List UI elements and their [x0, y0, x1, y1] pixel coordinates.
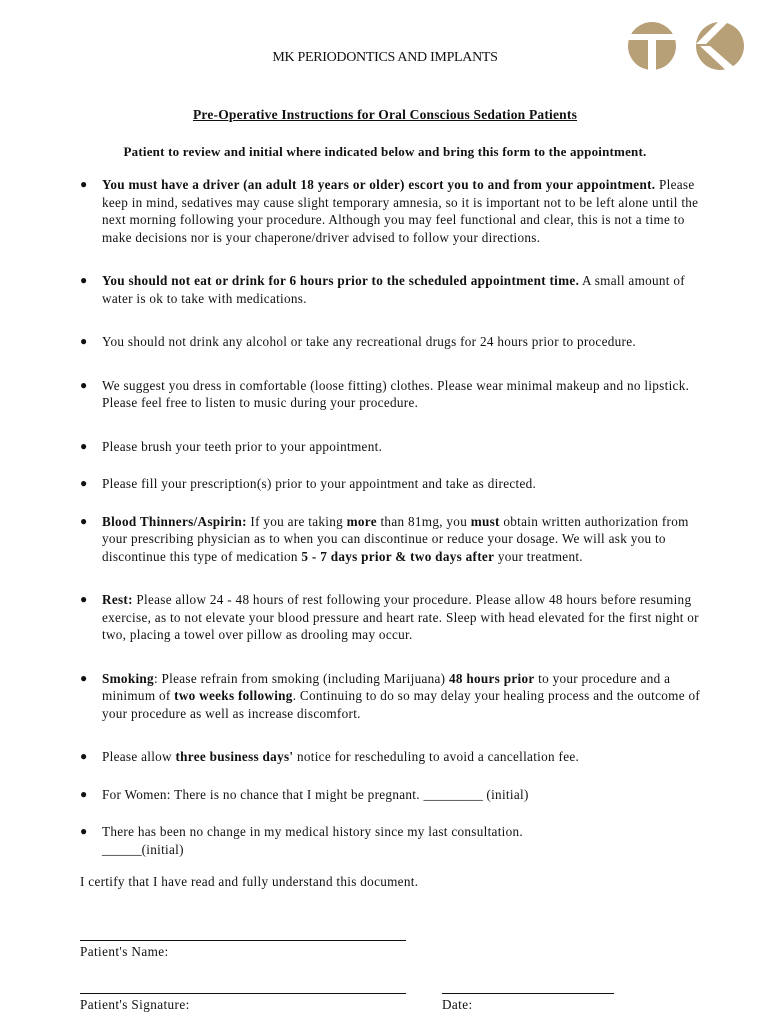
mk-monogram-logo-icon — [622, 14, 750, 76]
date-field[interactable] — [442, 993, 614, 994]
item-text: . Continuing to do so may delay your healing process and the outcome of your procedure as well as increase discomfort. — [102, 688, 701, 721]
pregnancy-initial-field[interactable]: _________ — [423, 786, 483, 802]
list-item — [80, 513, 710, 566]
bullet-icon: ● — [80, 513, 88, 528]
bullet-icon: ● — [80, 786, 88, 801]
item-text: : Please refrain from smoking (including Marijuana) — [153, 670, 449, 686]
item-text: If you are taking — [246, 513, 347, 529]
list-item — [80, 591, 710, 644]
medical-history-initial-field[interactable]: ______ — [102, 841, 142, 857]
bullet-icon: ● — [80, 177, 88, 191]
bullet-icon: ● — [80, 824, 88, 838]
date-label: Date: — [442, 997, 473, 1012]
practice-name: MK PERIODONTICS AND IMPLANTS — [272, 50, 498, 65]
item-text: Please allow 24 - 48 hours of rest following your procedure. Please allow 48 hours before resuming exercise, as to not elevate your blood pressure and heart rate. Sleep with head elevated for the first night or two, placing a towel over pillow as drooling may occur. — [102, 592, 699, 642]
list-item — [80, 823, 710, 858]
bullet-icon: ● — [80, 334, 88, 348]
item-text: There has been no change in my medical history since my last consultation. — [102, 824, 524, 839]
list-item — [80, 748, 710, 766]
item-text: Please keep in mind, sedatives may cause slight temporary amnesia, so it is important not to be left alone until the next morning following your procedure. Although you may feel functional and clear, this is not a time to make decisions nor is your chaperone/driver advised to follow your directions. — [102, 177, 699, 245]
item-text: than 81mg, you — [376, 513, 471, 529]
item-bold-text: You should not eat or drink for 6 hours prior to the scheduled appointment time. — [102, 273, 580, 288]
bullet-icon: ● — [80, 476, 88, 490]
bullet-icon: ● — [80, 273, 88, 287]
list-item — [80, 377, 710, 412]
list-item — [80, 272, 710, 307]
initial-label: (initial) — [141, 841, 184, 857]
document-title: Pre-Operative Instructions for Oral Conscious Sedation Patients — [192, 107, 578, 122]
item-text: notice for rescheduling to avoid a cancellation fee. — [293, 749, 580, 764]
item-bold-text: 5 - 7 days prior & two days after — [301, 548, 495, 564]
review-instruction: Patient to review and initial where indicated below and bring this form to the appointment. — [123, 144, 647, 159]
list-item — [80, 438, 710, 456]
instruction-list — [80, 176, 710, 858]
item-bold-text: must — [470, 513, 500, 529]
item-text: Please brush your teeth prior to your appointment. — [102, 438, 383, 454]
item-bold-text: Smoking — [102, 670, 154, 686]
item-bold-text: You must have a driver (an adult 18 years or older) escort you to and from your appointment. — [102, 177, 656, 192]
list-item — [80, 786, 710, 804]
item-text: We suggest you dress in comfortable (loose fitting) clothes. Please wear minimal makeup and no lipstick. Please feel free to listen to music during your procedure. — [102, 377, 690, 410]
item-text: For Women: There is no chance that I might be pregnant. — [102, 786, 420, 802]
patient-signature-field[interactable] — [80, 993, 406, 994]
bullet-icon: ● — [80, 438, 88, 453]
item-text: obtain written authorization from your prescribing physician as to when you can discontinue or reduce your dosage. We will ask you to discontinue this type of medication — [102, 513, 689, 564]
item-text: to your procedure and a minimum of — [102, 670, 671, 703]
item-bold-text: two weeks following — [174, 688, 293, 703]
item-text: your treatment. — [494, 548, 583, 564]
list-item — [80, 176, 710, 246]
item-bold-text: three business days' — [175, 749, 294, 764]
initial-label: (initial) — [486, 786, 529, 802]
certification-statement: I certify that I have read and fully understand this document. — [80, 874, 419, 889]
patient-signature-label: Patient's Signature: — [80, 997, 190, 1012]
patient-name-label: Patient's Name: — [80, 944, 169, 959]
bullet-icon: ● — [80, 749, 88, 763]
bullet-icon: ● — [80, 670, 88, 685]
list-item — [80, 333, 710, 351]
list-item — [80, 475, 710, 493]
item-bold-text: more — [346, 513, 377, 529]
bullet-icon: ● — [80, 377, 88, 392]
item-text: Please allow — [102, 749, 176, 764]
item-text: Please fill your prescription(s) prior to your appointment and take as directed. — [102, 476, 537, 491]
bullet-icon: ● — [80, 592, 88, 606]
item-bold-text: Blood Thinners/Aspirin: — [102, 513, 247, 529]
item-text: You should not drink any alcohol or take any recreational drugs for 24 hours prior to procedure. — [102, 334, 636, 349]
item-bold-text: Rest: — [102, 592, 133, 607]
list-item — [80, 670, 710, 723]
item-bold-text: 48 hours prior — [448, 670, 535, 686]
item-text: A small amount of water is ok to take with medications. — [102, 273, 685, 306]
patient-name-field[interactable] — [80, 940, 406, 941]
